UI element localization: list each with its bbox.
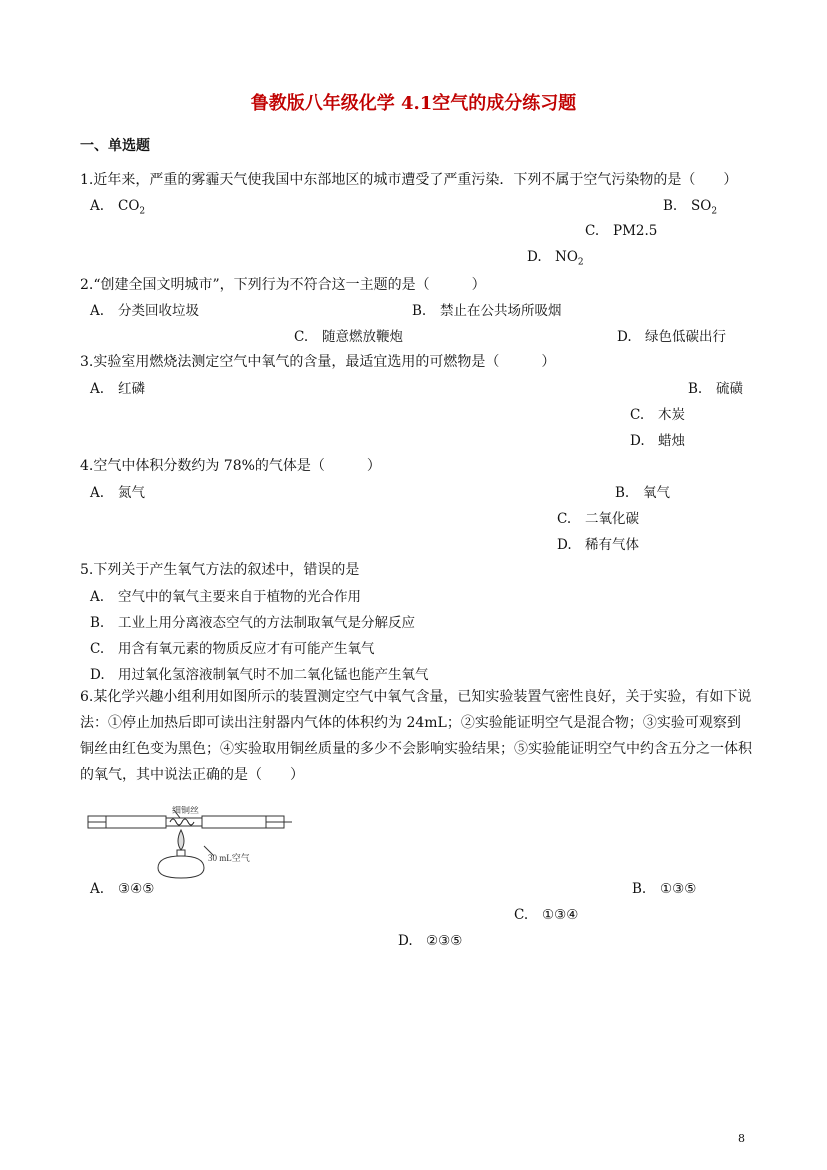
apparatus-figure [86, 806, 296, 886]
label-copper-wire: 细铜丝 [172, 806, 200, 815]
q1-option-a[interactable]: A. $CO_2$ [90, 198, 146, 217]
q3-option-c[interactable]: C. 木炭 [630, 407, 685, 423]
q2-option-d[interactable]: D. 绿色低碳出行 [617, 329, 726, 345]
lamp-wick [177, 850, 185, 856]
q1-option-b[interactable]: B. $SO_2$ [663, 198, 718, 217]
copper-wire [170, 819, 194, 825]
question-3-stem: 3.实验室用燃烧法测定空气中氧气的含量，最适宜选用的可燃物是（ ） [80, 354, 556, 370]
q6-option-d[interactable]: D. ②③⑤ [398, 933, 463, 949]
q4-option-d[interactable]: D. 稀有气体 [557, 537, 639, 553]
q6-option-c[interactable]: C. ①③④ [514, 907, 579, 923]
label-air-volume: 30 mL空气 [208, 853, 250, 863]
question-5-stem: 5.下列关于产生氧气方法的叙述中，错误的是 [80, 562, 360, 578]
question-2-stem: 2.“创建全国文明城市”，下列行为不符合这一主题的是（ ） [80, 277, 486, 293]
q6-option-a[interactable]: A. ③④⑤ [90, 881, 155, 897]
q5-option-a[interactable]: A. 空气中的氧气主要来自于植物的光合作用 [90, 589, 361, 605]
page-number: 8 [738, 1132, 745, 1145]
q6-option-b[interactable]: B. ①③⑤ [632, 881, 697, 897]
q2-option-c[interactable]: C. 随意燃放鞭炮 [294, 329, 403, 345]
q3-option-d[interactable]: D. 蜡烛 [630, 433, 685, 449]
q2-option-b[interactable]: B. 禁止在公共场所吸烟 [412, 303, 562, 319]
q4-option-b[interactable]: B. 氧气 [615, 485, 670, 501]
question-4-stem: 4.空气中体积分数约为 78%的气体是（ ） [80, 458, 381, 474]
q5-option-d[interactable]: D. 用过氧化氢溶液制氧气时不加二氧化锰也能产生氧气 [90, 667, 429, 683]
q5-option-c[interactable]: C. 用含有氧元素的物质反应才有可能产生氧气 [90, 641, 375, 657]
q3-option-b[interactable]: B. 硫磺 [688, 381, 743, 397]
flame [178, 830, 184, 850]
q1-option-c[interactable]: C. PM2.5 [585, 223, 658, 239]
section-heading: 一、单选题 [80, 138, 150, 154]
page-title: 鲁教版八年级化学 4.1空气的成分练习题 [250, 93, 577, 114]
alcohol-lamp [158, 856, 204, 878]
q4-option-a[interactable]: A. 氮气 [90, 485, 145, 501]
question-6-stem: 6.某化学兴趣小组利用如图所示的装置测定空气中氧气含量，已知实验装置气密性良好，关于实验，有如下说法：①停止加热后即可读出注射器内气体的体积约为 24mL；②实验能证明空气是混合物；③实验可观察到铜丝由红色变为黑色；④实验取用铜丝质量的多少不会影响实验结果；⑤实验能证明空气中约含五分之一体积的氧气，其中说法正确的是（ ） [80, 689, 752, 783]
q1-option-d[interactable]: D. $NO_2$ [527, 249, 584, 268]
q2-option-a[interactable]: A. 分类回收垃圾 [90, 303, 199, 319]
q5-option-b[interactable]: B. 工业上用分离液态空气的方法制取氧气是分解反应 [90, 615, 415, 631]
q3-option-a[interactable]: A. 红磷 [90, 381, 145, 397]
question-1-stem: 1.近年来，严重的雾霾天气使我国中东部地区的城市遭受了严重污染．下列不属于空气污染物的是（ ） [80, 172, 738, 188]
q4-option-c[interactable]: C. 二氧化碳 [557, 511, 639, 527]
